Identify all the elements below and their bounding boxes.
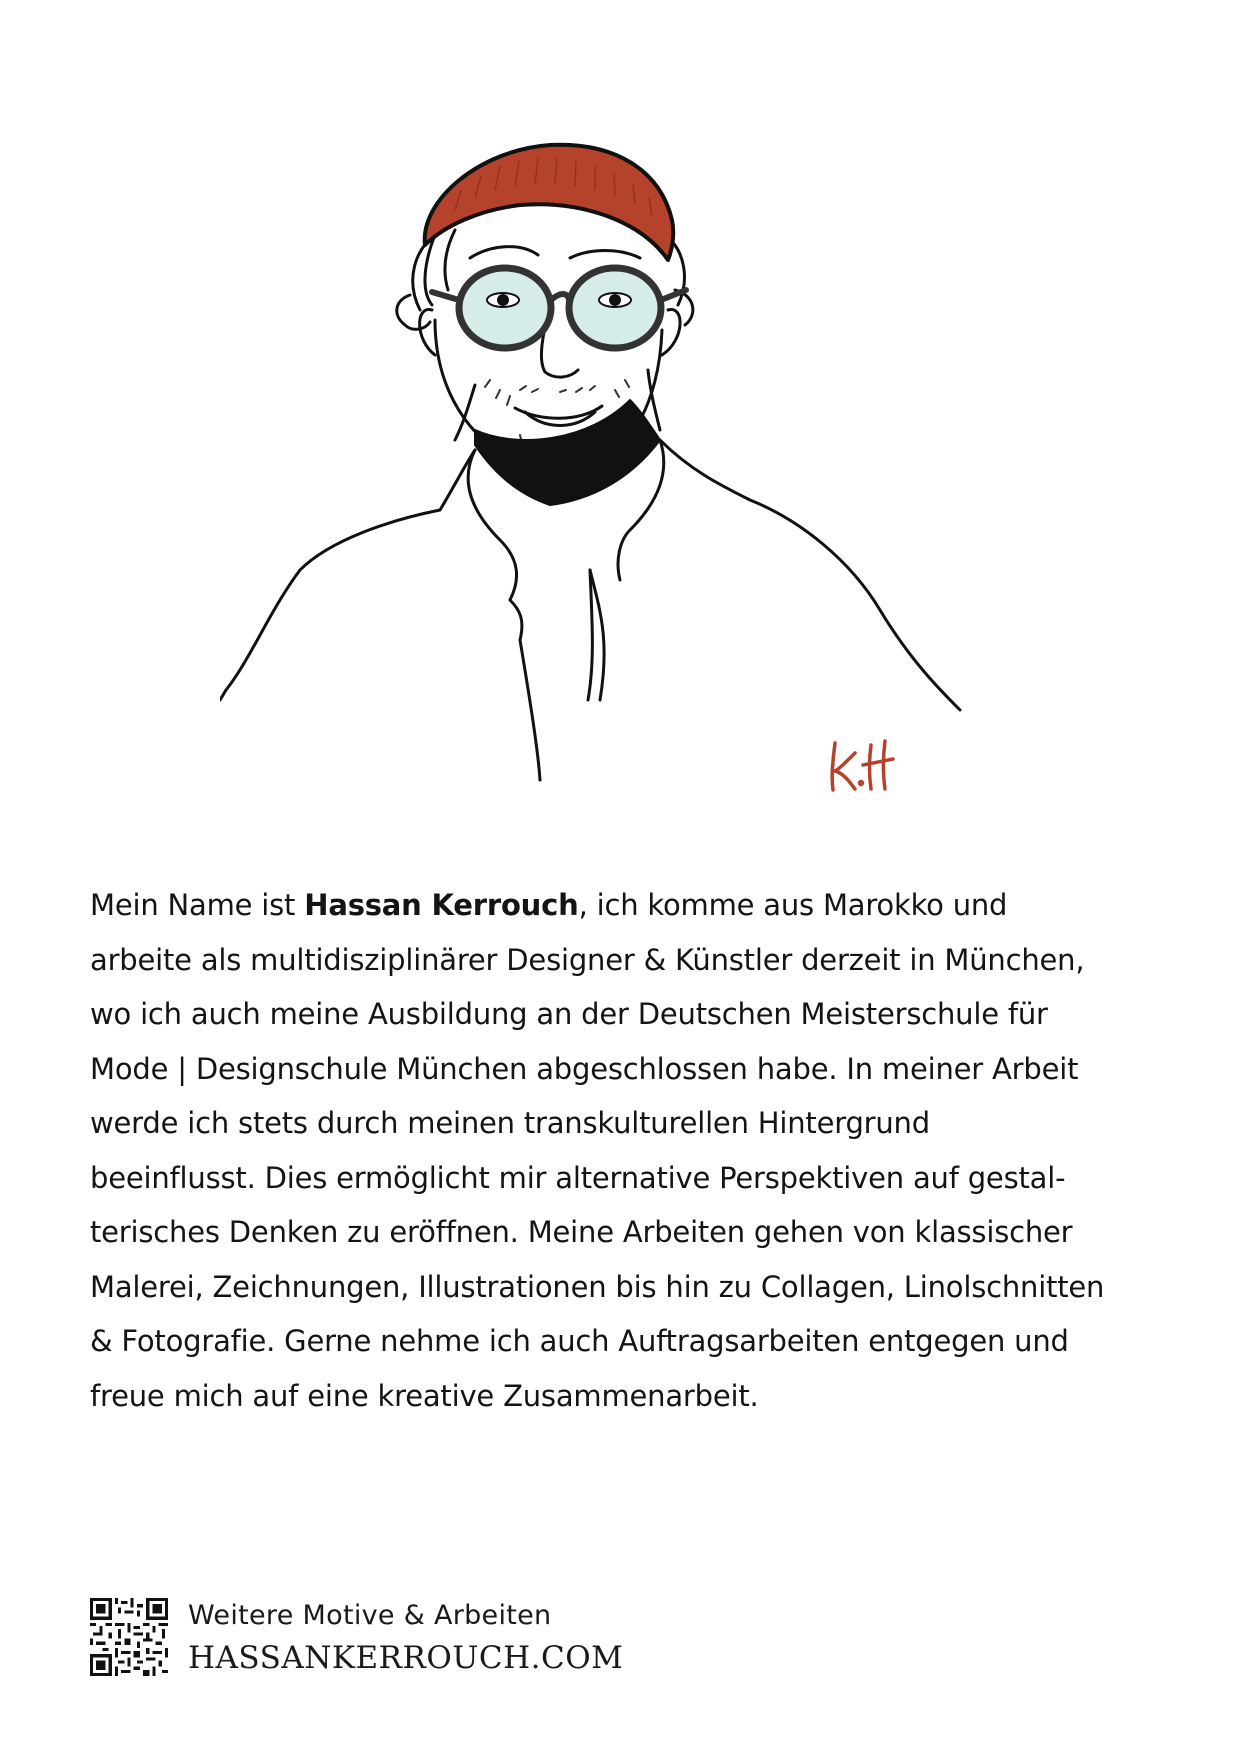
artist-name: Hassan Kerrouch [304, 888, 579, 922]
bio-line-1: Mein Name ist Hassan Kerrouch, ich komme aus Marokko und [90, 888, 1008, 922]
bio-line: wo ich auch meine Ausbildung an der Deutschen Meisterschule für [90, 997, 1048, 1031]
artist-portrait-illustration [220, 140, 980, 820]
footer-label: Weitere Motive & Arbeiten [188, 1600, 552, 1631]
footer [90, 1598, 623, 1680]
bio-line: & Fotografie. Gerne nehme ich auch Auftragsarbeiten entgegen und [90, 1324, 1069, 1358]
website-link[interactable]: HASSANKERROUCH.COM [188, 1640, 624, 1676]
bio-line: terisches Denken zu eröffnen. Meine Arbeiten gehen von klassischer [90, 1215, 1073, 1249]
bio-line: Malerei, Zeichnungen, Illustrationen bis hin zu Collagen, Linolschnitten [90, 1269, 1105, 1304]
bio-line: Mode | Designschule München abgeschlossen habe. In meiner Arbeit [90, 1051, 1079, 1086]
bio-paragraph [90, 878, 1150, 1423]
qr-code-icon[interactable] [90, 1598, 168, 1676]
bio-line: beeinflusst. Dies ermöglicht mir alternative Perspektiven auf gestal- [90, 1160, 1066, 1195]
footer-text [188, 1596, 623, 1680]
bio-line: werde ich stets durch meinen transkulturellen Hintergrund [90, 1106, 930, 1140]
bio-line: arbeite als multidisziplinärer Designer & Künstler derzeit in München, [90, 942, 1085, 977]
signature-kh [825, 735, 895, 795]
bio-line: freue mich auf eine kreative Zusammenarbeit. [90, 1378, 759, 1413]
